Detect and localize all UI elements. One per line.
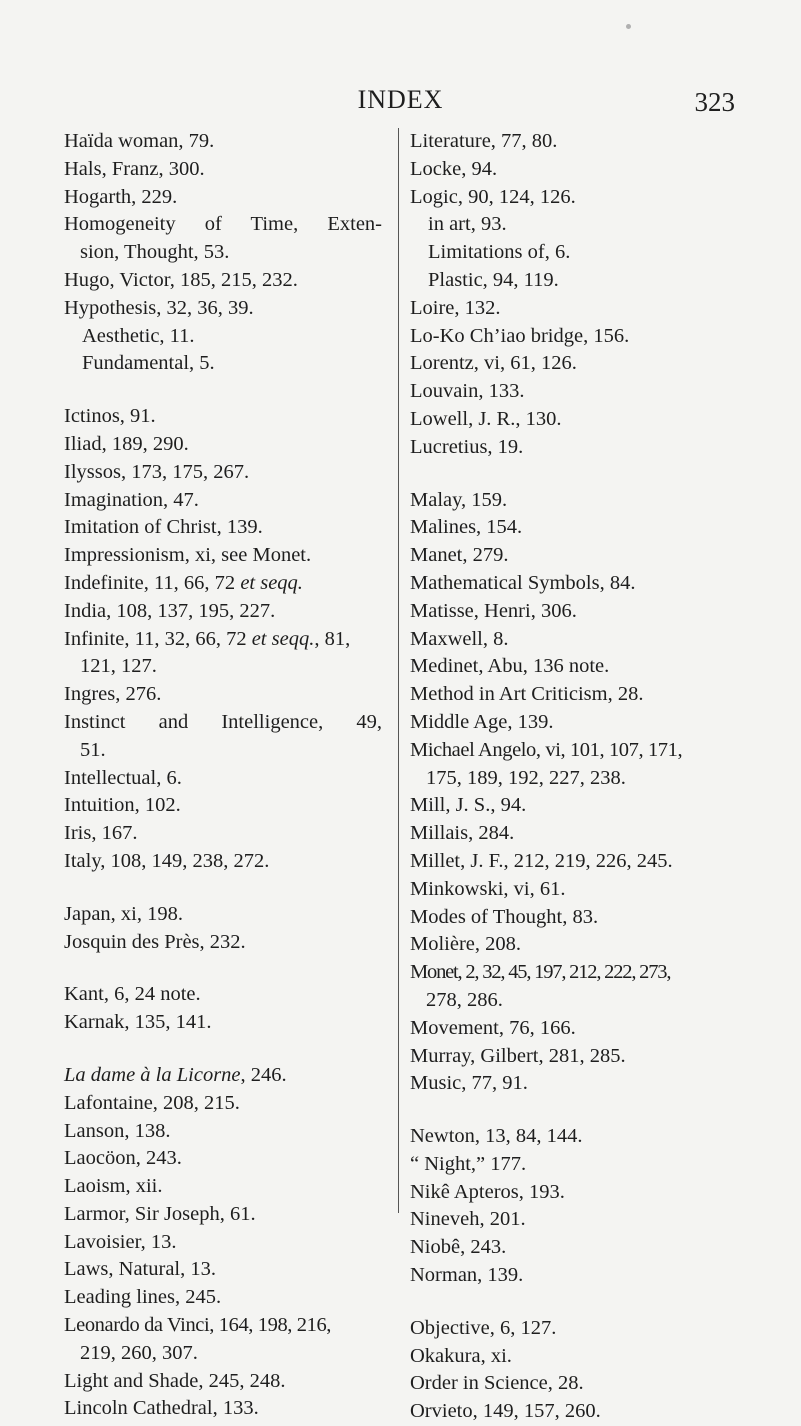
index-entry: Movement, 76, 166. <box>410 1016 576 1039</box>
index-entry: Lorentz, vi, 61, 126. <box>410 352 577 375</box>
index-entry: Lo-Ko Ch’iao bridge, 156. <box>410 324 630 347</box>
index-entry: Millais, 284. <box>410 822 515 845</box>
index-entry: Lowell, J. R., 130. <box>410 407 562 430</box>
index-entry: Niobê, 243. <box>410 1236 507 1259</box>
index-entry: Karnak, 135, 141. <box>64 1011 212 1034</box>
index-entry: Japan, xi, 198. <box>64 902 183 925</box>
index-entry: Norman, 139. <box>410 1264 524 1287</box>
index-entry: Ingres, 276. <box>64 683 162 706</box>
page-number: 323 <box>694 87 735 117</box>
index-entry-continuation: 278, 286. <box>426 988 503 1011</box>
index-entry: Laws, Natural, 13. <box>64 1258 216 1281</box>
index-entry: Medinet, Abu, 136 note. <box>410 655 610 678</box>
index-entry: Hals, Franz, 300. <box>64 157 205 180</box>
entry-text: Indefinite, 11, 66, 72 <box>64 571 236 594</box>
index-entry-continuation: sion, Thought, 53. <box>80 241 230 264</box>
index-entry: Millet, J. F., 212, 219, 226, 245. <box>410 849 673 872</box>
index-entry: Leonardo da Vinci, 164, 198, 216, <box>64 1314 332 1337</box>
entry-italic: La dame à la Licorne <box>64 1063 241 1086</box>
index-entry: Lucretius, 19. <box>410 435 524 458</box>
index-entry: Murray, Gilbert, 281, 285. <box>410 1044 626 1067</box>
index-entry: Orvieto, 149, 157, 260. <box>410 1400 601 1423</box>
index-entry: Newton, 13, 84, 144. <box>410 1125 583 1148</box>
index-entry: Ictinos, 91. <box>64 405 156 428</box>
index-entry: Nineveh, 201. <box>410 1208 526 1231</box>
index-entry: Molière, 208. <box>410 933 522 956</box>
index-entry-continuation: 51. <box>80 738 106 761</box>
index-entry: Middle Age, 139. <box>410 710 554 733</box>
entry-text: , 246. <box>240 1063 287 1086</box>
index-entry: Mathematical Symbols, 84. <box>410 571 636 594</box>
index-entry: Instinct and Intelligence, 49, <box>64 710 382 733</box>
index-entry: Josquin des Près, 232. <box>64 930 246 953</box>
index-entry: Lincoln Cathedral, 133. <box>64 1397 259 1420</box>
index-entry: Imagination, 47. <box>64 488 199 511</box>
entry-text: Infinite, 11, 32, 66, 72 <box>64 627 247 650</box>
page-header <box>0 85 801 125</box>
index-entry: Laocöon, 243. <box>64 1147 182 1170</box>
index-entry: Hugo, Victor, 185, 215, 232. <box>64 268 298 291</box>
index-entry: Ilyssos, 173, 175, 267. <box>64 460 250 483</box>
index-entry <box>64 626 382 654</box>
index-entry: Maxwell, 8. <box>410 627 509 650</box>
index-entry: Imitation of Christ, 139. <box>64 516 263 539</box>
index-entry-continuation: 219, 260, 307. <box>80 1341 198 1364</box>
index-entry: Objective, 6, 127. <box>410 1316 557 1339</box>
index-entry: Iliad, 189, 290. <box>64 432 189 455</box>
index-entry: Malay, 159. <box>410 488 508 511</box>
index-entry: Order in Science, 28. <box>410 1372 584 1395</box>
index-entry: Manet, 279. <box>410 544 509 567</box>
index-entry: Light and Shade, 245, 248. <box>64 1369 286 1392</box>
index-subentry: Limitations of, 6. <box>428 241 571 264</box>
index-entry: Iris, 167. <box>64 822 138 845</box>
index-entry: Minkowski, vi, 61. <box>410 877 566 900</box>
index-entry: Larmor, Sir Joseph, 61. <box>64 1202 256 1225</box>
index-entry: Literature, 77, 80. <box>410 130 558 152</box>
index-entry: Locke, 94. <box>410 157 498 180</box>
index-entry: Homogeneity of Time, Exten- <box>64 213 382 236</box>
index-entry: Italy, 108, 149, 238, 272. <box>64 849 270 872</box>
page-speck <box>626 24 631 29</box>
index-entry: Hypothesis, 32, 36, 39. <box>64 296 254 319</box>
index-entry-continuation: 175, 189, 192, 227, 238. <box>426 766 626 789</box>
index-entry: Logic, 90, 124, 126. <box>410 185 576 208</box>
entry-italic: et seqq. <box>251 627 315 650</box>
index-entry: Hogarth, 229. <box>64 185 178 208</box>
index-entry: India, 108, 137, 195, 227. <box>64 599 276 622</box>
index-entry: Intuition, 102. <box>64 794 181 817</box>
index-entry: Okakura, xi. <box>410 1344 512 1367</box>
index-subentry: Fundamental, 5. <box>82 352 215 375</box>
index-entry: Impressionism, xi, see Monet. <box>64 544 312 567</box>
index-entry: Loire, 132. <box>410 296 501 319</box>
index-entry: Lanson, 138. <box>64 1119 171 1142</box>
index-column-right <box>410 128 746 1426</box>
index-entry: Haïda woman, 79. <box>64 130 215 152</box>
index-entry-continuation: 121, 127. <box>80 655 157 678</box>
index-entry: Lafontaine, 208, 215. <box>64 1091 240 1114</box>
index-subentry: Aesthetic, 11. <box>82 324 195 347</box>
index-entry: Leading lines, 245. <box>64 1286 222 1309</box>
index-entry: Music, 77, 91. <box>410 1072 528 1095</box>
entry-text: , 81, <box>314 627 351 650</box>
index-entry: Matisse, Henri, 306. <box>410 599 577 622</box>
index-entry <box>64 1062 382 1090</box>
index-entry: Method in Art Criticism, 28. <box>410 683 644 706</box>
index-entry: Laoism, xii. <box>64 1175 163 1198</box>
page-title: INDEX <box>357 85 444 114</box>
index-entry: Intellectual, 6. <box>64 766 182 789</box>
index-entry <box>64 570 382 598</box>
index-entry: Kant, 6, 24 note. <box>64 983 201 1006</box>
index-entry: “ Night,” 177. <box>410 1152 527 1175</box>
index-entry: Michael Angelo, vi, 101, 107, 171, <box>410 738 683 761</box>
index-entry: Malines, 154. <box>410 516 523 539</box>
index-column-left <box>64 128 382 1423</box>
index-entry: Louvain, 133. <box>410 380 525 403</box>
index-subentry: in art, 93. <box>428 213 507 236</box>
column-divider <box>398 128 399 1213</box>
index-entry: Modes of Thought, 83. <box>410 905 599 928</box>
index-subentry: Plastic, 94, 119. <box>428 268 559 291</box>
index-entry: Nikê Apteros, 193. <box>410 1180 565 1203</box>
entry-italic: et seqq. <box>240 571 303 594</box>
index-entry: Monet, 2, 32, 45, 197, 212, 222, 273, <box>410 961 671 984</box>
index-entry: Lavoisier, 13. <box>64 1230 177 1253</box>
index-entry: Mill, J. S., 94. <box>410 794 527 817</box>
